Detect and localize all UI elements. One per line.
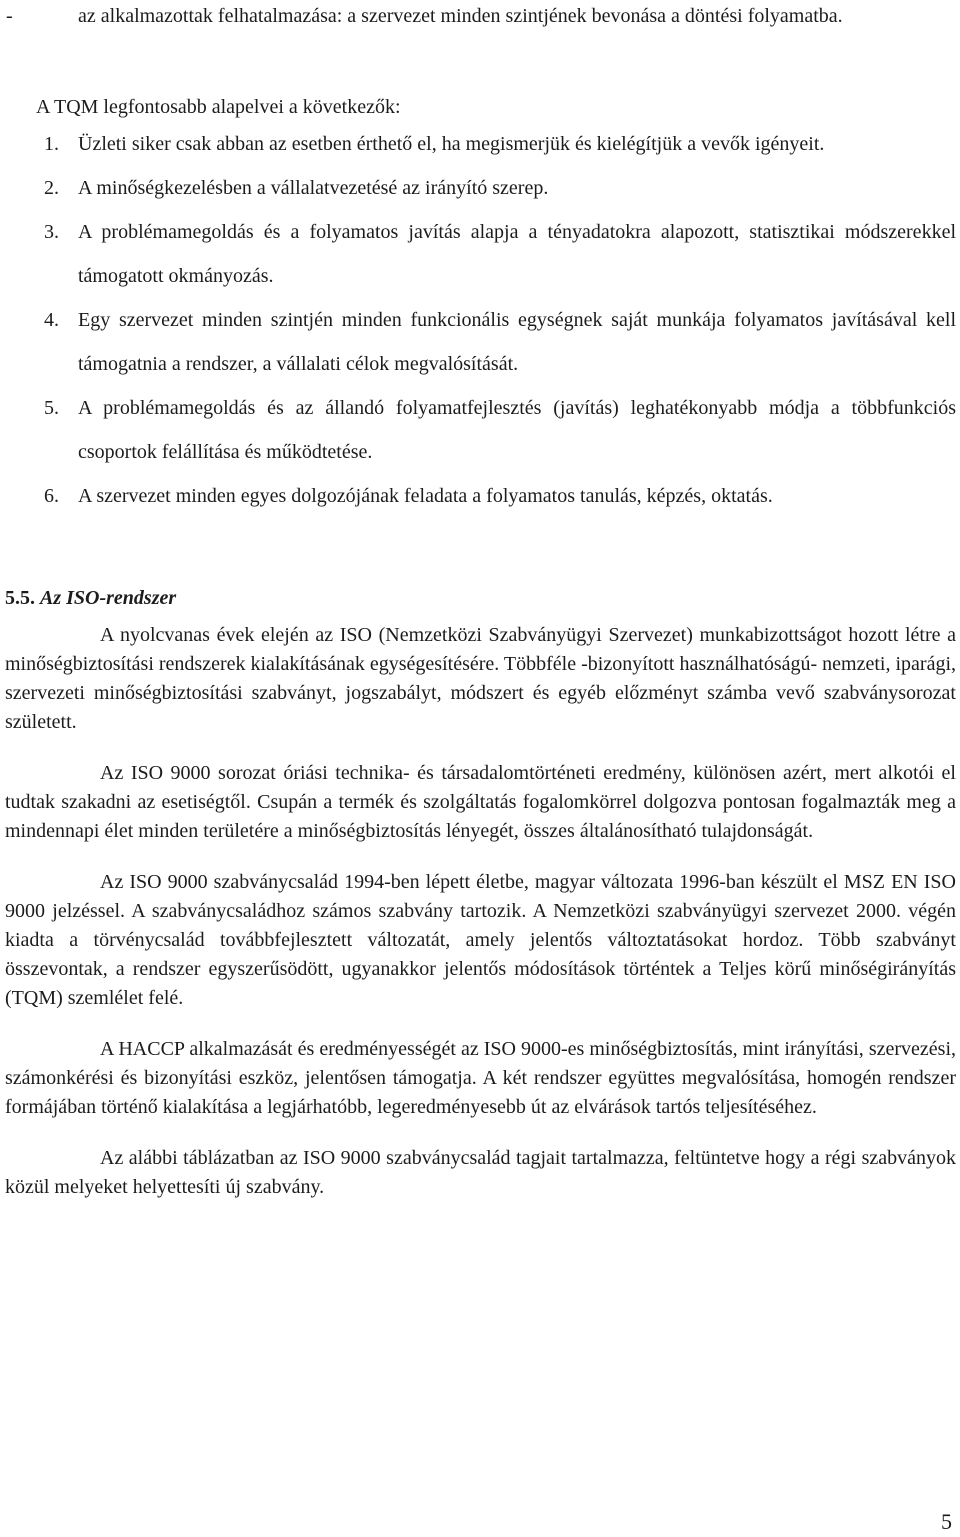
principles-intro: A TQM legfontosabb alapelvei a következők: <box>36 96 401 118</box>
principle-text: A szervezet minden egyes dolgozójának feladata a folyamatos tanulás, képzés, oktatás. <box>78 485 773 507</box>
principles-list <box>0 122 956 518</box>
page-number: 5 <box>941 1509 952 1534</box>
principle-item <box>0 386 956 474</box>
principle-number: 4. <box>44 309 59 331</box>
dash-marker: - <box>6 5 13 27</box>
principle-text: A problémamegoldás és a folyamatos javítás alapja a tényadatokra alapozott, statisztikai módszerekkel támogatott okmányozás. <box>78 221 956 287</box>
principle-text: A problémamegoldás és az állandó folyamatfejlesztés (javítás) leghatékonyabb módja a többfunkciós csoportok felállítása és működtetése. <box>78 397 956 463</box>
body-paragraph: Az ISO 9000 szabványcsalád 1994-ben lépett életbe, magyar változata 1996-ban készült el MSZ EN ISO 9000 jelzéssel. A szabványcsaládhoz számos szabvány tartozik. A Nemzetközi szabványügyi szervezet 2000. végén kiadta a törvénycsalád továbbfejlesztett változatát, amely jelentős változtatásokat hordoz. Több szabványt összevontak, a rendszer egyszerűsödött, ugyanakkor jelentős módosítások történtek a Teljes körű minőségirányítás (TQM) szemlélet felé. <box>5 871 956 1009</box>
body-paragraph: Az ISO 9000 sorozat óriási technika- és társadalomtörténeti eredmény, különösen azért, mert alkotói el tudtak szakadni az esetiségtől. Csupán a termék és szolgáltatás fogalomkörrel dolgozva pontosan fogalmazták meg a mindennapi élet minden területére a minőségbiztosítás lényegét, összes általánosítható tulajdonságát. <box>5 762 956 842</box>
principle-item <box>0 298 956 386</box>
principle-item <box>0 166 956 210</box>
section-title: Az ISO-rendszer <box>40 587 177 609</box>
principle-item <box>0 210 956 298</box>
body-paragraph: A nyolcvanas évek elején az ISO (Nemzetközi Szabványügyi Szervezet) munkabizottságot hozott létre a minőségbiztosítási rendszerek kialakításának egységesítésére. Többféle -bizonyított használhatóságú- nemzeti, iparági, szervezeti minőségbiztosítási szabványt, jogszabályt, módszert és egyéb előzményt számba vevő szabványsorozat született. <box>5 624 956 733</box>
section-body <box>5 621 956 1224</box>
principle-number: 5. <box>44 397 59 419</box>
principle-number: 6. <box>44 485 59 507</box>
principle-text: Üzleti siker csak abban az esetben érthető el, ha megismerjük és kielégítjük a vevők igényeit. <box>78 133 825 155</box>
principle-item <box>0 474 956 518</box>
dash-item-text: az alkalmazottak felhatalmazása: a szervezet minden szintjének bevonása a döntési folyamatba. <box>78 5 843 27</box>
section-number: 5.5. <box>5 587 35 609</box>
section-heading <box>5 582 176 614</box>
principle-number: 2. <box>44 177 59 199</box>
principle-number: 3. <box>44 221 59 243</box>
dash-list-item <box>6 0 958 32</box>
body-paragraph: Az alábbi táblázatban az ISO 9000 szabványcsalád tagjait tartalmazza, feltüntetve hogy a régi szabványok közül melyeket helyettesíti új szabvány. <box>5 1147 956 1198</box>
body-paragraph: A HACCP alkalmazását és eredményességét az ISO 9000-es minőségbiztosítás, mint irányítási, szervezési, számonkérési és bizonyítási eszköz, jelentősen támogatja. A két rendszer együttes megvalósítása, homogén rendszer formájában történő kialakítása a legjárhatóbb, legeredményesebb út az elvárások tartós teljesítéséhez. <box>5 1038 956 1118</box>
principle-text: A minőségkezelésben a vállalatvezetésé az irányító szerep. <box>78 177 549 199</box>
principle-item <box>0 122 956 166</box>
principle-number: 1. <box>44 133 59 155</box>
principle-text: Egy szervezet minden szintjén minden funkcionális egységnek saját munkája folyamatos javításával kell támogatnia a rendszer, a vállalati célok megvalósítását. <box>78 309 956 375</box>
